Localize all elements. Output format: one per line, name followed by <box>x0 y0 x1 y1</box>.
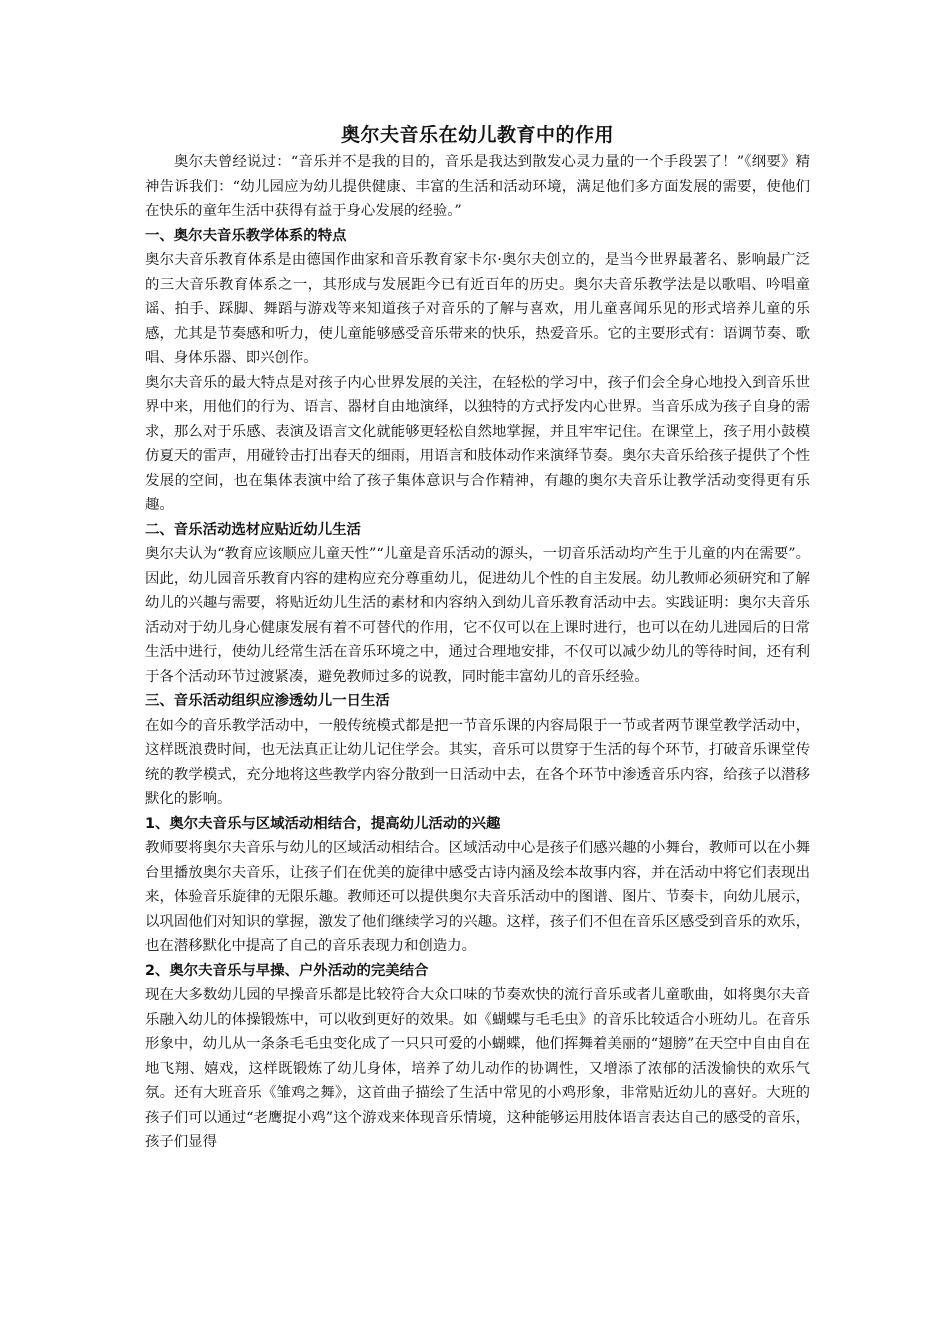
section-1-paragraph-1: 奥尔夫音乐教育体系是由德国作曲家和音乐教育家卡尔·奥尔夫创立的，是当今世界最著名、影响最广泛的三大音乐教育体系之一，其形成与发展距今已有近百年的历史。奥尔夫音乐教学法是以歌唱、吟唱童谣、拍手、踩脚、舞蹈与游戏等来知道孩子对音乐的了解与喜欢，用儿童喜闻乐见的形式培养儿童的乐感，尤其是节奏感和听力，使儿童能够感受音乐带来的快乐，热爱音乐。它的主要形式有：语调节奏、歌唱、身体乐器、即兴创作。 <box>145 252 810 366</box>
intro-paragraph: 奥尔夫曾经说过：“音乐并不是我的目的，音乐是我达到散发心灵力量的一个手段罢了！”《纲要》精神告诉我们：“幼儿园应为幼儿提供健康、丰富的生活和活动环境，满足他们多方面发展的需要，使他们在快乐的童年生活中获得有益于身心发展的经验。” <box>145 154 810 219</box>
section-1-paragraph-2: 奥尔夫音乐的最大特点是对孩子内心世界发展的关注，在轻松的学习中，孩子们会全身心地投入到音乐世界中来，用他们的行为、语言、器材自由地演绎，以独特的方式抒发内心世界。当音乐成为孩子自身的需求，那么对于乐感、表演及语言文化就能够更轻松自然地掌握，并且牢牢记住。在课堂上，孩子用小鼓模仿夏天的雷声，用碰铃击打出春天的细雨，用语言和肢体动作来演绎节奏。奥尔夫音乐给孩子提供了个性发展的空间，也在集体表演中给了孩子集体意识与合作精神，有趣的奥尔夫音乐让教学活动变得更有乐趣。 <box>145 374 810 513</box>
section-heading-1: 一、奥尔夫音乐教学体系的特点 <box>145 227 347 244</box>
subsection-2-paragraph-1: 现在大多数幼儿园的早操音乐都是比较符合大众口味的节奏欢快的流行音乐或者儿童歌曲，如将奥尔夫音乐融入幼儿的体操锻炼中，可以收到更好的效果。如《蝴蝶与毛毛虫》的音乐比较适合小班幼儿。在音乐形象中，幼儿从一条条毛毛虫变化成了一只只可爱的小蝴蝶，他们挥舞着美丽的“翅膀”在天空中自由自在地飞翔、嬉戏，这样既锻炼了幼儿身体，培养了幼儿动作的协调性，又增添了浓郁的活泼愉快的欢乐气氛。还有大班音乐《雏鸡之舞》，这首曲子描绘了生活中常见的小鸡形象，非常贴近幼儿的喜好。大班的孩子们可以通过“老鹰捉小鸡”这个游戏来体现音乐情境，这种能够运用肢体语言表达自己的感受的音乐，孩子们显得 <box>145 987 810 1150</box>
subsection-heading-2: 2、奥尔夫音乐与早操、户外活动的完美结合 <box>145 962 429 979</box>
document-title: 奥尔夫音乐在幼儿教育中的作用 <box>340 124 614 146</box>
section-3-paragraph-1: 在如今的音乐教学活动中，一般传统模式都是把一节音乐课的内容局限于一节或者两节课堂教学活动中，这样既浪费时间，也无法真正让幼儿记住学会。其实，音乐可以贯穿于生活的每个环节，打破音乐课堂传统的教学模式，充分地将这些教学内容分散到一日活动中去，在各个环节中渗透音乐内容，给孩子以潜移默化的影响。 <box>145 717 810 807</box>
section-2-paragraph-1: 奥尔夫认为“教育应该顺应儿童天性”“儿童是音乐活动的源头，一切音乐活动均产生于儿童的内在需要”。因此，幼儿园音乐教育内容的建构应充分尊重幼儿，促进幼儿个性的自主发展。幼儿教师必须研究和了解幼儿的兴趣与需要，将贴近幼儿生活的素材和内容纳入到幼儿音乐教育活动中去。实践证明：奥尔夫音乐活动对于幼儿身心健康发展有着不可替代的作用，它不仅可以在上课时进行，也可以在幼儿进园后的日常生活中进行，使幼儿经常生活在音乐环境之中，通过合理地安排，不仅可以减少幼儿的等待时间，还有利于各个活动环节过渡紧凑，避免教师过多的说教，同时能丰富幼儿的音乐经验。 <box>145 546 810 685</box>
section-heading-3: 三、音乐活动组织应渗透幼儿一日生活 <box>145 693 390 709</box>
section-heading-2: 二、音乐活动选材应贴近幼儿生活 <box>145 521 361 538</box>
subsection-1-paragraph-1: 教师要将奥尔夫音乐与幼儿的区域活动相结合。区域活动中心是孩子们感兴趣的小舞台，教师可以在小舞台里播放奥尔夫音乐，让孩子们在优美的旋律中感受古诗内涵及绘本故事内容，并在活动中将它们表现出来，体验音乐旋律的无限乐趣。教师还可以提供奥尔夫音乐活动中的图谱、图片、节奏卡，向幼儿展示，以巩固他们对知识的掌握，激发了他们继续学习的兴趣。这样，孩子们不但在音乐区感受到音乐的欢乐，也在潜移默化中提高了自己的音乐表现力和创造力。 <box>145 840 810 954</box>
subsection-heading-1: 1、奥尔夫音乐与区域活动相结合，提高幼儿活动的兴趣 <box>145 815 501 832</box>
document-page <box>145 120 810 1155</box>
